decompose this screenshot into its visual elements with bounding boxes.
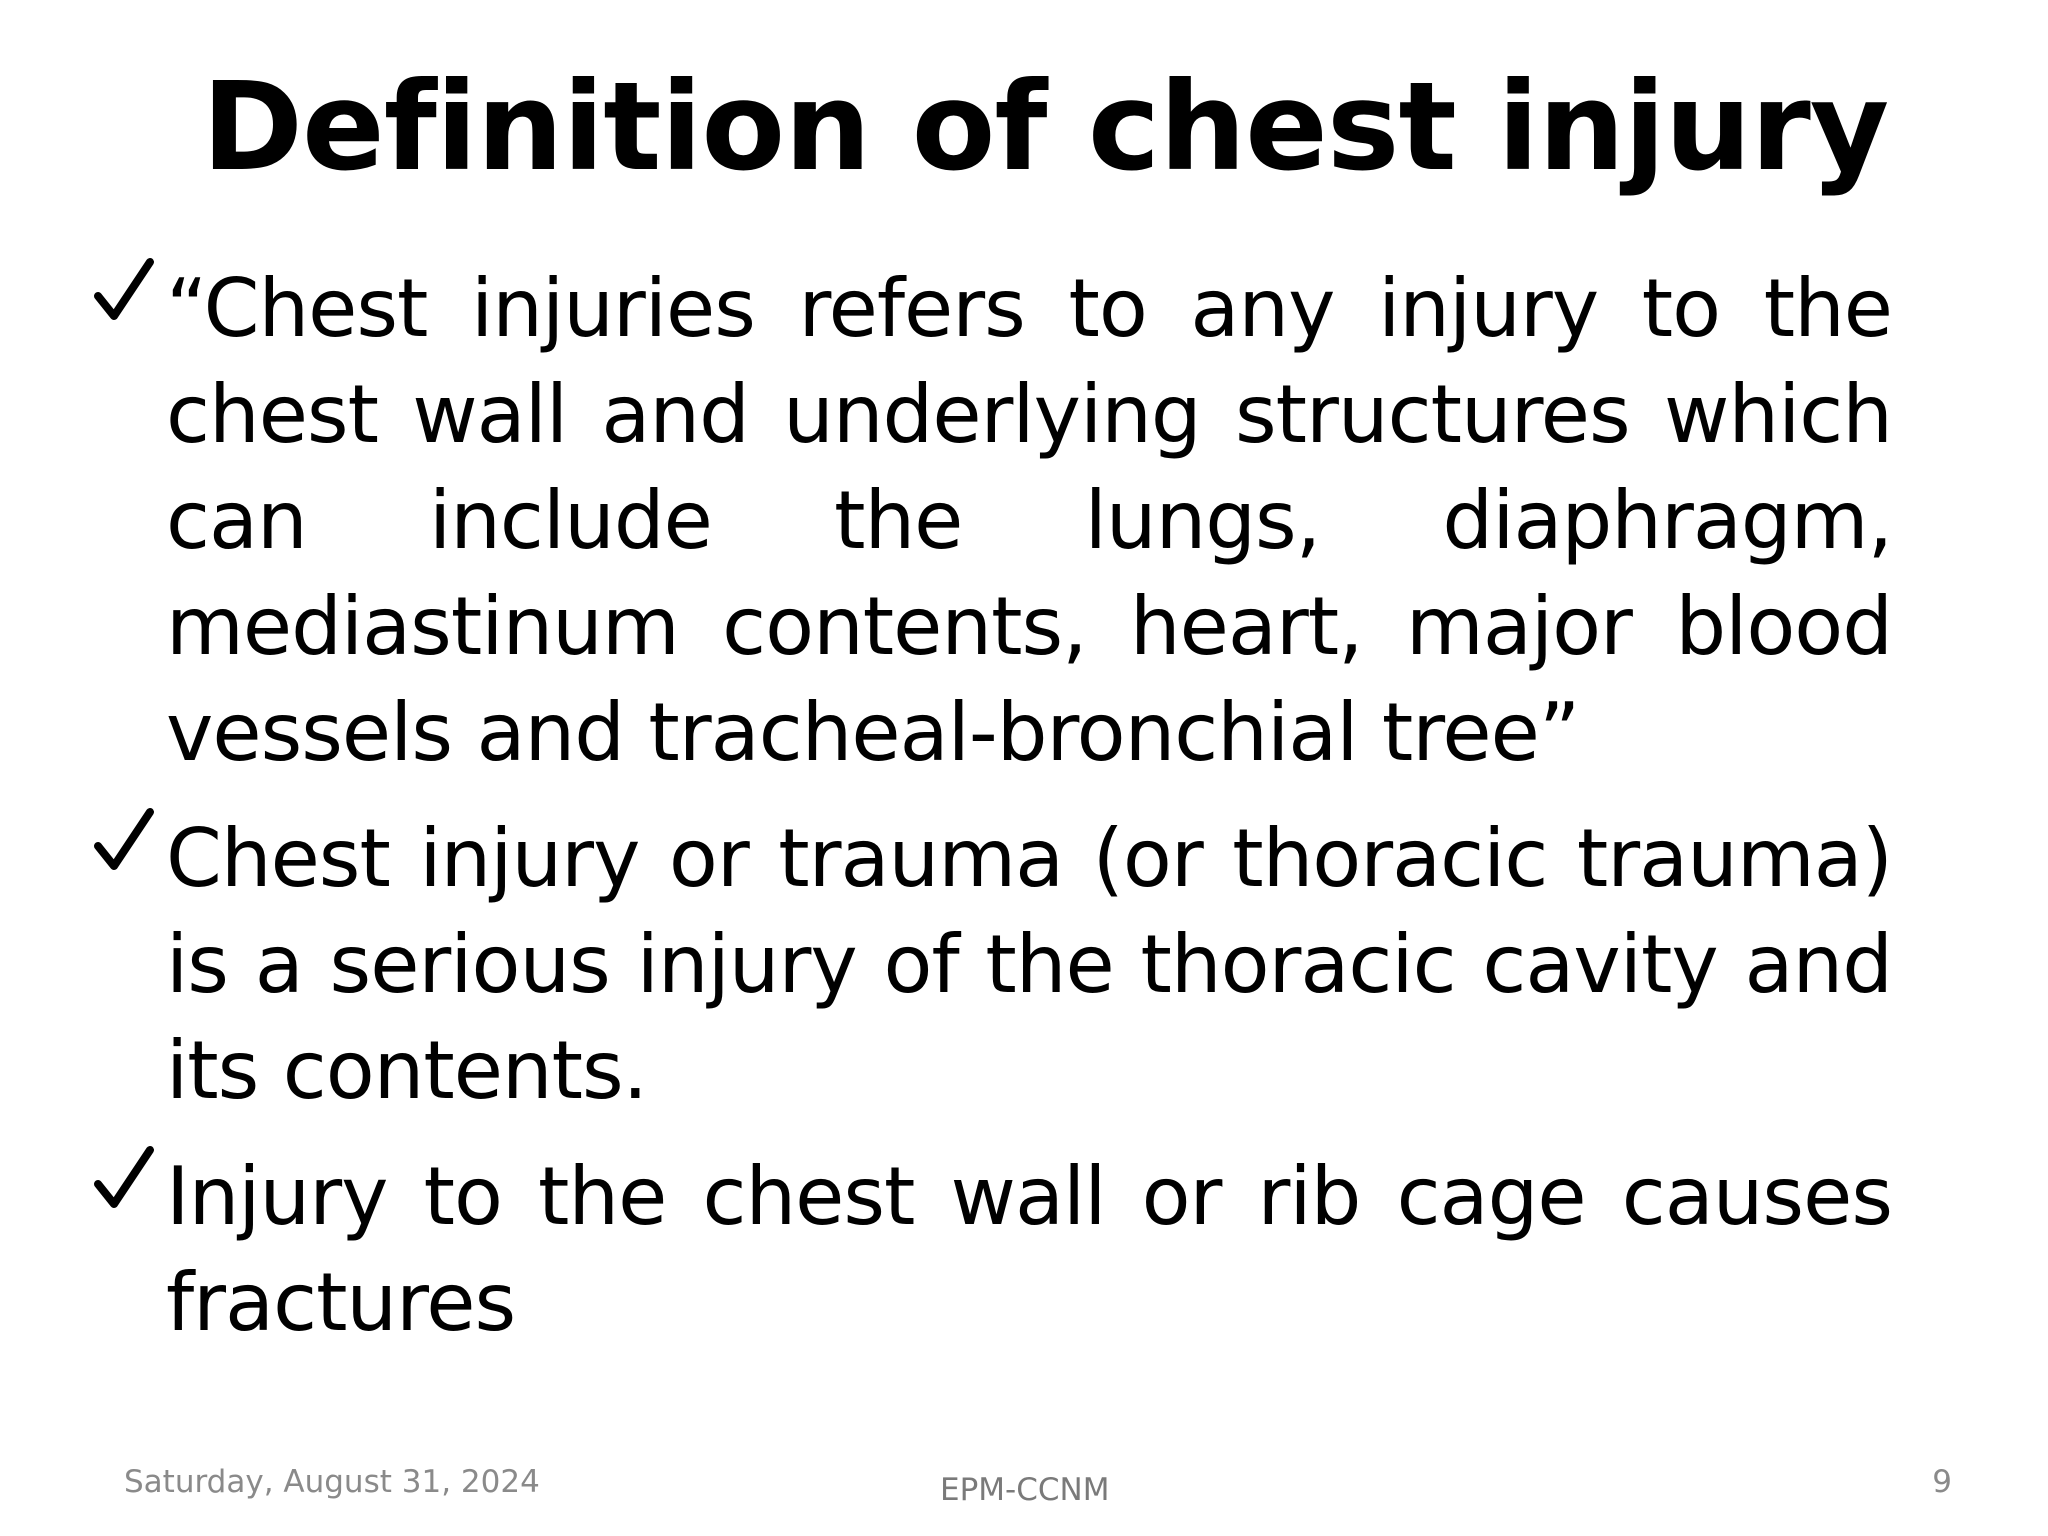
checkmark-icon: [92, 806, 158, 886]
footer-center-label: EPM-CCNM: [940, 1472, 1110, 1508]
slide-number: 9: [1932, 1464, 1952, 1500]
checkmark-icon: [92, 256, 158, 336]
bullet-text: “Chest injuries refers to any injury to the chest wall and underlying structures which can include the lungs, diaphragm, mediastinum contents, heart, major blood vessels and tracheal-bronchial tree”: [166, 262, 1892, 779]
footer-date: Saturday, August 31, 2024: [124, 1464, 540, 1500]
bullet-list: [92, 256, 1892, 1376]
bullet-text: Injury to the chest wall or rib cage causes fractures: [166, 1150, 1892, 1349]
bullet-item: [92, 256, 1892, 786]
bullet-text: Chest injury or trauma (or thoracic trauma) is a serious injury of the thoracic cavity and its contents.: [166, 812, 1892, 1117]
bullet-item: [92, 806, 1892, 1124]
bullet-item: [92, 1144, 1892, 1356]
slide-title: Definition of chest injury: [201, 56, 1889, 198]
checkmark-icon: [92, 1144, 158, 1224]
